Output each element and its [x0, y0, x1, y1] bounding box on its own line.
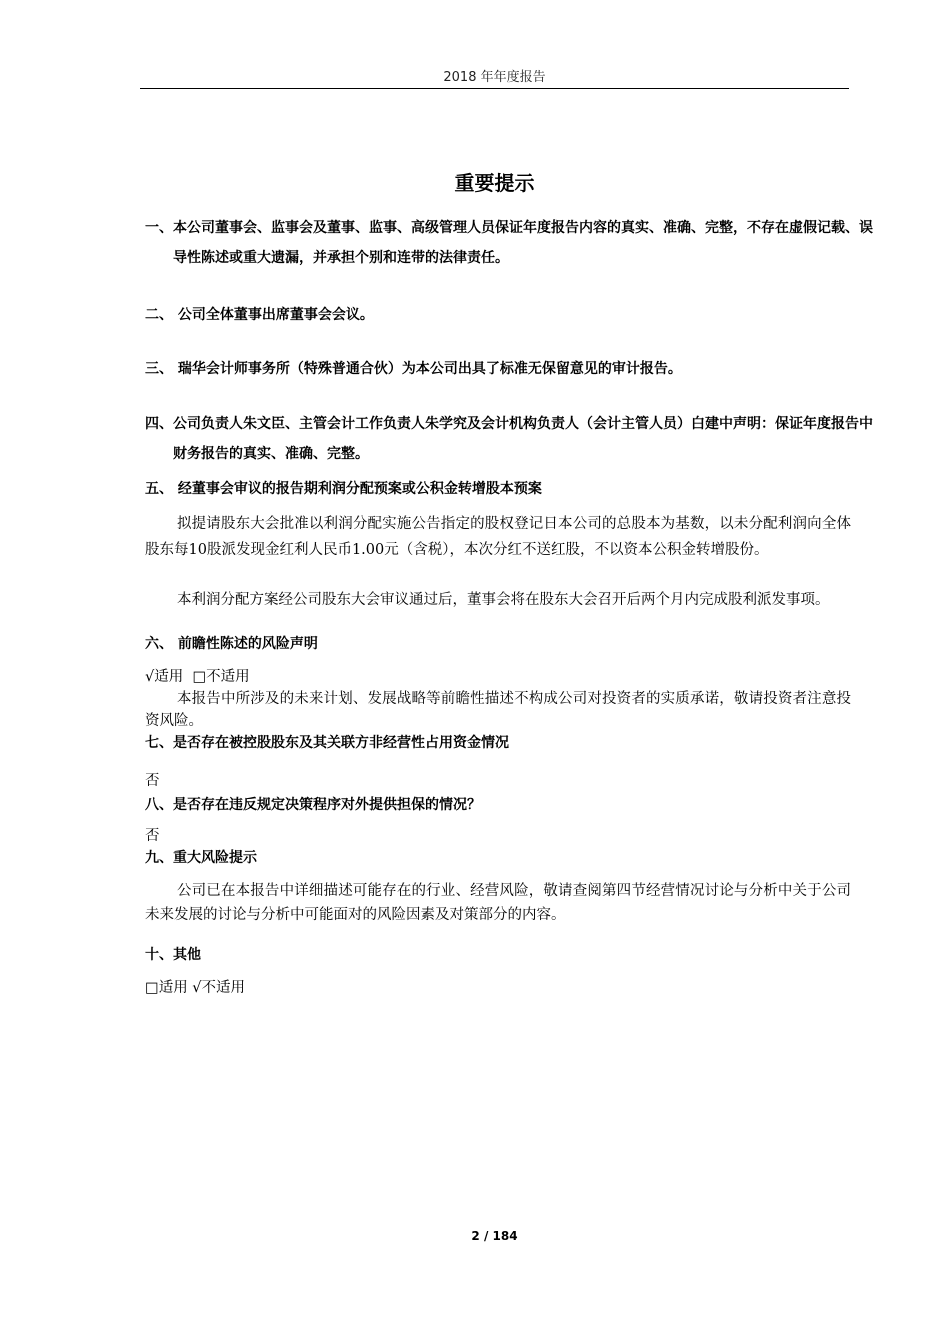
- item-2: 二、 公司全体董事出席董事会会议。: [145, 307, 374, 323]
- item-6-option: √适用 □不适用: [145, 669, 250, 685]
- item-9-paragraph: 公司已在本报告中详细描述可能存在的行业、经营风险，敬请查阅第四节经营情况讨论与分析中关于公司未来发展的讨论与分析中可能面对的风险因素及对策部分的内容。: [145, 883, 851, 923]
- page-title: 重要提示: [454, 171, 535, 195]
- item-6-heading: 六、 前瞻性陈述的风险声明: [145, 636, 318, 652]
- item-5-heading: 五、 经董事会审议的报告期利润分配预案或公积金转增股本预案: [145, 481, 542, 497]
- item-5-paragraph-1: 拟提请股东大会批准以利润分配实施公告指定的股权登记日本公司的总股本为基数，以未分配利润向全体股东每10股派发现金红利人民币1.00元（含税），本次分红不送红股，不以资本公积金转增股份。: [145, 516, 851, 558]
- item-10-heading: 十、其他: [145, 947, 201, 963]
- item-7-heading: 七、是否存在被控股股东及其关联方非经营性占用资金情况: [145, 735, 509, 751]
- item-6-paragraph: 本报告中所涉及的未来计划、发展战略等前瞻性描述不构成公司对投资者的实质承诺，敬请投资者注意投资风险。: [145, 691, 851, 729]
- item-4: 四、公司负责人朱文臣、主管会计工作负责人朱学究及会计机构负责人（会计主管人员）白建中声明：保证年度报告中财务报告的真实、准确、完整。: [145, 416, 873, 462]
- item-3: 三、 瑞华会计师事务所（特殊普通合伙）为本公司出具了标准无保留意见的审计报告。: [145, 361, 682, 377]
- item-10-option: □适用 √不适用: [145, 980, 246, 996]
- item-8-answer: 否: [145, 828, 160, 844]
- item-7-answer: 否: [145, 773, 160, 789]
- page-number: 2 / 184: [471, 1229, 518, 1243]
- page-header: 2018 年年度报告: [443, 70, 546, 85]
- item-1: 一、本公司董事会、监事会及董事、监事、高级管理人员保证年度报告内容的真实、准确、完整，不存在虚假记载、误导性陈述或重大遗漏，并承担个别和连带的法律责任。: [145, 220, 873, 266]
- item-8-heading: 八、是否存在违反规定决策程序对外提供担保的情况？: [145, 797, 481, 813]
- header-divider: [140, 88, 849, 89]
- item-5-paragraph-2: 本利润分配方案经公司股东大会审议通过后，董事会将在股东大会召开后两个月内完成股利派发事项。: [177, 592, 830, 608]
- item-9-heading: 九、重大风险提示: [145, 850, 257, 866]
